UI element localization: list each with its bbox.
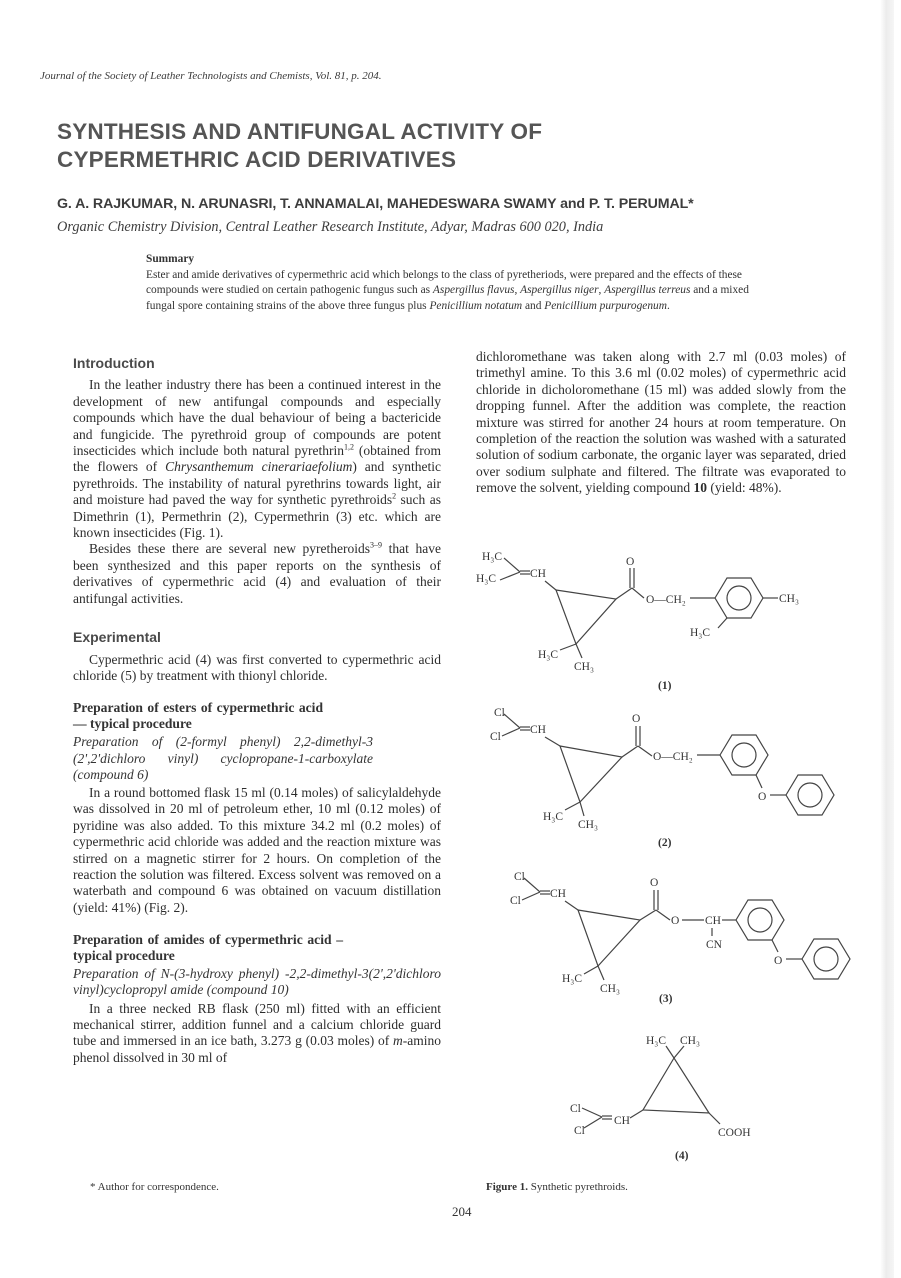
structure-label: (4) <box>675 1150 689 1162</box>
esters-heading: Preparation of esters of cypermethric acid— typical procedure <box>73 700 323 732</box>
section-heading-introduction: Introduction <box>73 355 155 371</box>
summary-text: and <box>522 299 545 312</box>
journal-citation: Journal of the Society of Leather Technologists and Chemists, Vol. 81, p. 204. <box>40 70 382 82</box>
author-list: G. A. RAJKUMAR, N. ARUNASRI, T. ANNAMALAI, MAHEDESWARA SWAMY and P. T. PERUMAL* <box>57 196 694 212</box>
intro-paragraph-1 <box>73 377 441 541</box>
svg-text:H₃C: H₃C <box>543 811 563 823</box>
svg-text:O: O <box>671 915 680 927</box>
species-name: Aspergillus flavus <box>432 284 515 297</box>
summary-text: and a mixed fungal spore containing strains of the above three fungus plus <box>146 284 749 312</box>
svg-text:O: O <box>758 791 767 803</box>
affiliation: Organic Chemistry Division, Central Leather Research Institute, Adyar, Madras 600 020, India <box>57 219 604 235</box>
text-run: In the leather industry there has been a continued interest in the development of new antifungal compounds and especially compounds which have the dual behaviour of being a bactericide and fungicide. The pyrethroid group of compounds are potent insecticides which include both natural pyrethrin <box>73 377 441 459</box>
svg-text:O—CH₂: O—CH₂ <box>653 751 693 763</box>
citation-superscript: 1,2 <box>344 442 355 452</box>
species-name: Aspergillus niger <box>520 284 599 297</box>
amides-subheading: Preparation of N-(3-hydroxy phenyl) -2,2-dimethyl-3(2',2'dichloro vinyl)cyclopropyl amide (compound 10) <box>73 966 441 998</box>
section-heading-experimental: Experimental <box>73 629 161 646</box>
atom-label: H₃C <box>482 551 502 563</box>
page-edge-shadow <box>880 0 894 1278</box>
compound-number: 10 <box>693 480 707 496</box>
esters-procedure: In a round bottomed flask 15 ml (0.14 moles) of salicylaldehyde was dissolved in 20 ml of petroleum ether, 10 ml (0.12 moles) of pyridine was also added. To this mixture 34.2 ml (0.2 moles) of cypermethric acid chloride was added and the reaction mixture was stirred on a magnetic stirrer for 2 hours. On completion of the reaction the solution was filtered. Excess solvent was removed on a waterbath and compound 6 was obtained on vacuum distillation (yield: 41%) (Fig. 2). <box>73 784 441 915</box>
species-name: Aspergillus terreus <box>604 284 691 297</box>
summary-label: Summary <box>146 253 195 265</box>
text-run: such as Dimethrin (1), Permethrin (2), Cypermethrin (3) etc. which are known insecticides (Fig. 1). <box>73 492 441 541</box>
svg-text:CN: CN <box>706 939 722 951</box>
text-run: (obtained from the flowers of <box>73 443 441 475</box>
esters-subheading: Preparation of (2-formyl phenyl) 2,2-dimethyl-3 (2',2'dichloro vinyl) cyclopropane-1-carboxylate (compound 6) <box>73 734 373 782</box>
svg-text:O: O <box>632 713 641 725</box>
svg-text:Cl: Cl <box>510 895 521 907</box>
svg-text:O: O <box>626 556 635 568</box>
title-line-1: SYNTHESIS AND ANTIFUNGAL ACTIVITY OF <box>57 119 543 144</box>
svg-text:H₃C: H₃C <box>538 649 558 661</box>
svg-text:Cl: Cl <box>494 707 505 719</box>
species-name: Penicillium notatum <box>429 299 523 312</box>
svg-text:CH₃: CH₃ <box>779 593 799 605</box>
citation-superscript: 2 <box>392 491 397 501</box>
right-column <box>476 349 846 497</box>
text-run: (yield: 48%). <box>706 480 782 496</box>
figure-1 <box>470 540 870 1180</box>
species-name: Penicillium purpurogenum <box>544 299 667 312</box>
structure-permethrin <box>470 700 860 840</box>
summary-text: Ester and amide derivatives of cypermethric acid which belongs to the class of pyretheriods, were prepared and the effects of these compounds were studied on certain pathogenic fungus such as <box>146 268 742 297</box>
svg-text:O—CH₂: O—CH₂ <box>646 594 686 606</box>
amides-heading: Preparation of amides of cypermethric acid – typical procedure <box>73 932 343 964</box>
svg-text:CH₃: CH₃ <box>680 1035 700 1047</box>
svg-text:O: O <box>650 877 659 889</box>
svg-text:COOH: COOH <box>718 1127 751 1139</box>
caption-label: Figure 1. <box>486 1181 528 1193</box>
caption-text: Synthetic pyrethroids. <box>527 1181 628 1193</box>
footnote: * Author for correspondence. <box>90 1181 219 1193</box>
intro-paragraph-2 <box>73 541 441 607</box>
figure-caption <box>486 1181 628 1193</box>
structure-dimethrin <box>470 546 810 676</box>
svg-text:Cl: Cl <box>574 1125 585 1137</box>
svg-text:Cl: Cl <box>570 1103 581 1115</box>
svg-text:CH: CH <box>550 888 566 900</box>
structure-label: (2) <box>658 837 672 849</box>
amides-procedure <box>73 1001 441 1067</box>
page-number: 204 <box>452 1204 472 1219</box>
text-run: that have been synthesized and this paper reports on the synthesis of derivatives of cypermethric acid (4) and evaluation of their antifungal activities. <box>73 541 441 606</box>
structure-cypermethrin <box>470 858 860 998</box>
text-run: In a three necked RB flask (250 ml) fitted with an efficient mechanical stirrer, addition funnel and a calcium chloride guard tube and immersed in an ice bath, 3.273 g (0.03 moles) of <box>73 1000 441 1049</box>
svg-text:CH: CH <box>614 1115 630 1127</box>
summary-text: . <box>666 299 670 312</box>
svg-text:H₃C: H₃C <box>646 1035 666 1047</box>
citation-superscript: 3–9 <box>370 540 383 550</box>
svg-text:CH₃: CH₃ <box>574 661 594 673</box>
separator: , <box>514 284 521 297</box>
svg-text:Cl: Cl <box>490 731 501 743</box>
species-name: Chrysanthemum cinerariaefolium <box>165 459 353 475</box>
summary-block <box>146 252 771 314</box>
svg-text:CH: CH <box>530 724 546 736</box>
text-run: ) and synthetic pyrethroids. The instability of natural pyrethrins towards light, air and moisture had paved the way for synthetic pyrethroids <box>73 459 441 508</box>
text-run: Besides these there are several new pyretheroids <box>89 541 371 557</box>
svg-text:H₃C: H₃C <box>562 973 582 985</box>
svg-text:O: O <box>774 955 783 967</box>
structure-label: (1) <box>658 680 672 692</box>
svg-text:CH: CH <box>705 915 721 927</box>
left-column <box>73 355 441 1066</box>
structure-cypermethric-acid <box>470 1028 770 1158</box>
svg-text:CH₃: CH₃ <box>600 983 620 995</box>
text-run: m <box>393 1033 403 1049</box>
svg-text:Cl: Cl <box>514 871 525 883</box>
svg-text:CH: CH <box>530 568 546 580</box>
amides-procedure-continued <box>476 349 846 497</box>
svg-text:H₃C: H₃C <box>690 627 710 639</box>
experimental-paragraph-1: Cypermethric acid (4) was first converted to cypermethric acid chloride (5) by treatment with thionyl chloride. <box>73 651 441 683</box>
article-title <box>57 118 817 174</box>
atom-label: H₃C <box>476 573 496 585</box>
separator: , <box>598 284 605 297</box>
title-line-2: CYPERMETHRIC ACID DERIVATIVES <box>57 147 457 172</box>
text-run: -amino phenol dissolved in 30 ml of <box>73 1033 441 1065</box>
svg-text:CH₃: CH₃ <box>578 819 598 831</box>
structure-label: (3) <box>659 993 673 1005</box>
text-run: dichloromethane was taken along with 2.7 ml (0.03 moles) of trimethyl amine. To this 3.6 ml (0.02 moles) of cypermethric acid chloride in dicholoromethane (15 ml) was added slowly from the dropping funnel. After the addition was complete, the reaction mixture was stirred for another 24 hours at room temperature. On completion of the reaction the solution was washed with a saturated solution of sodium carbonate, the organic layer was separated, dried over sodium sulphate and filtered. The filtrate was evaporated to remove the solvent, yielding compound <box>476 349 846 496</box>
